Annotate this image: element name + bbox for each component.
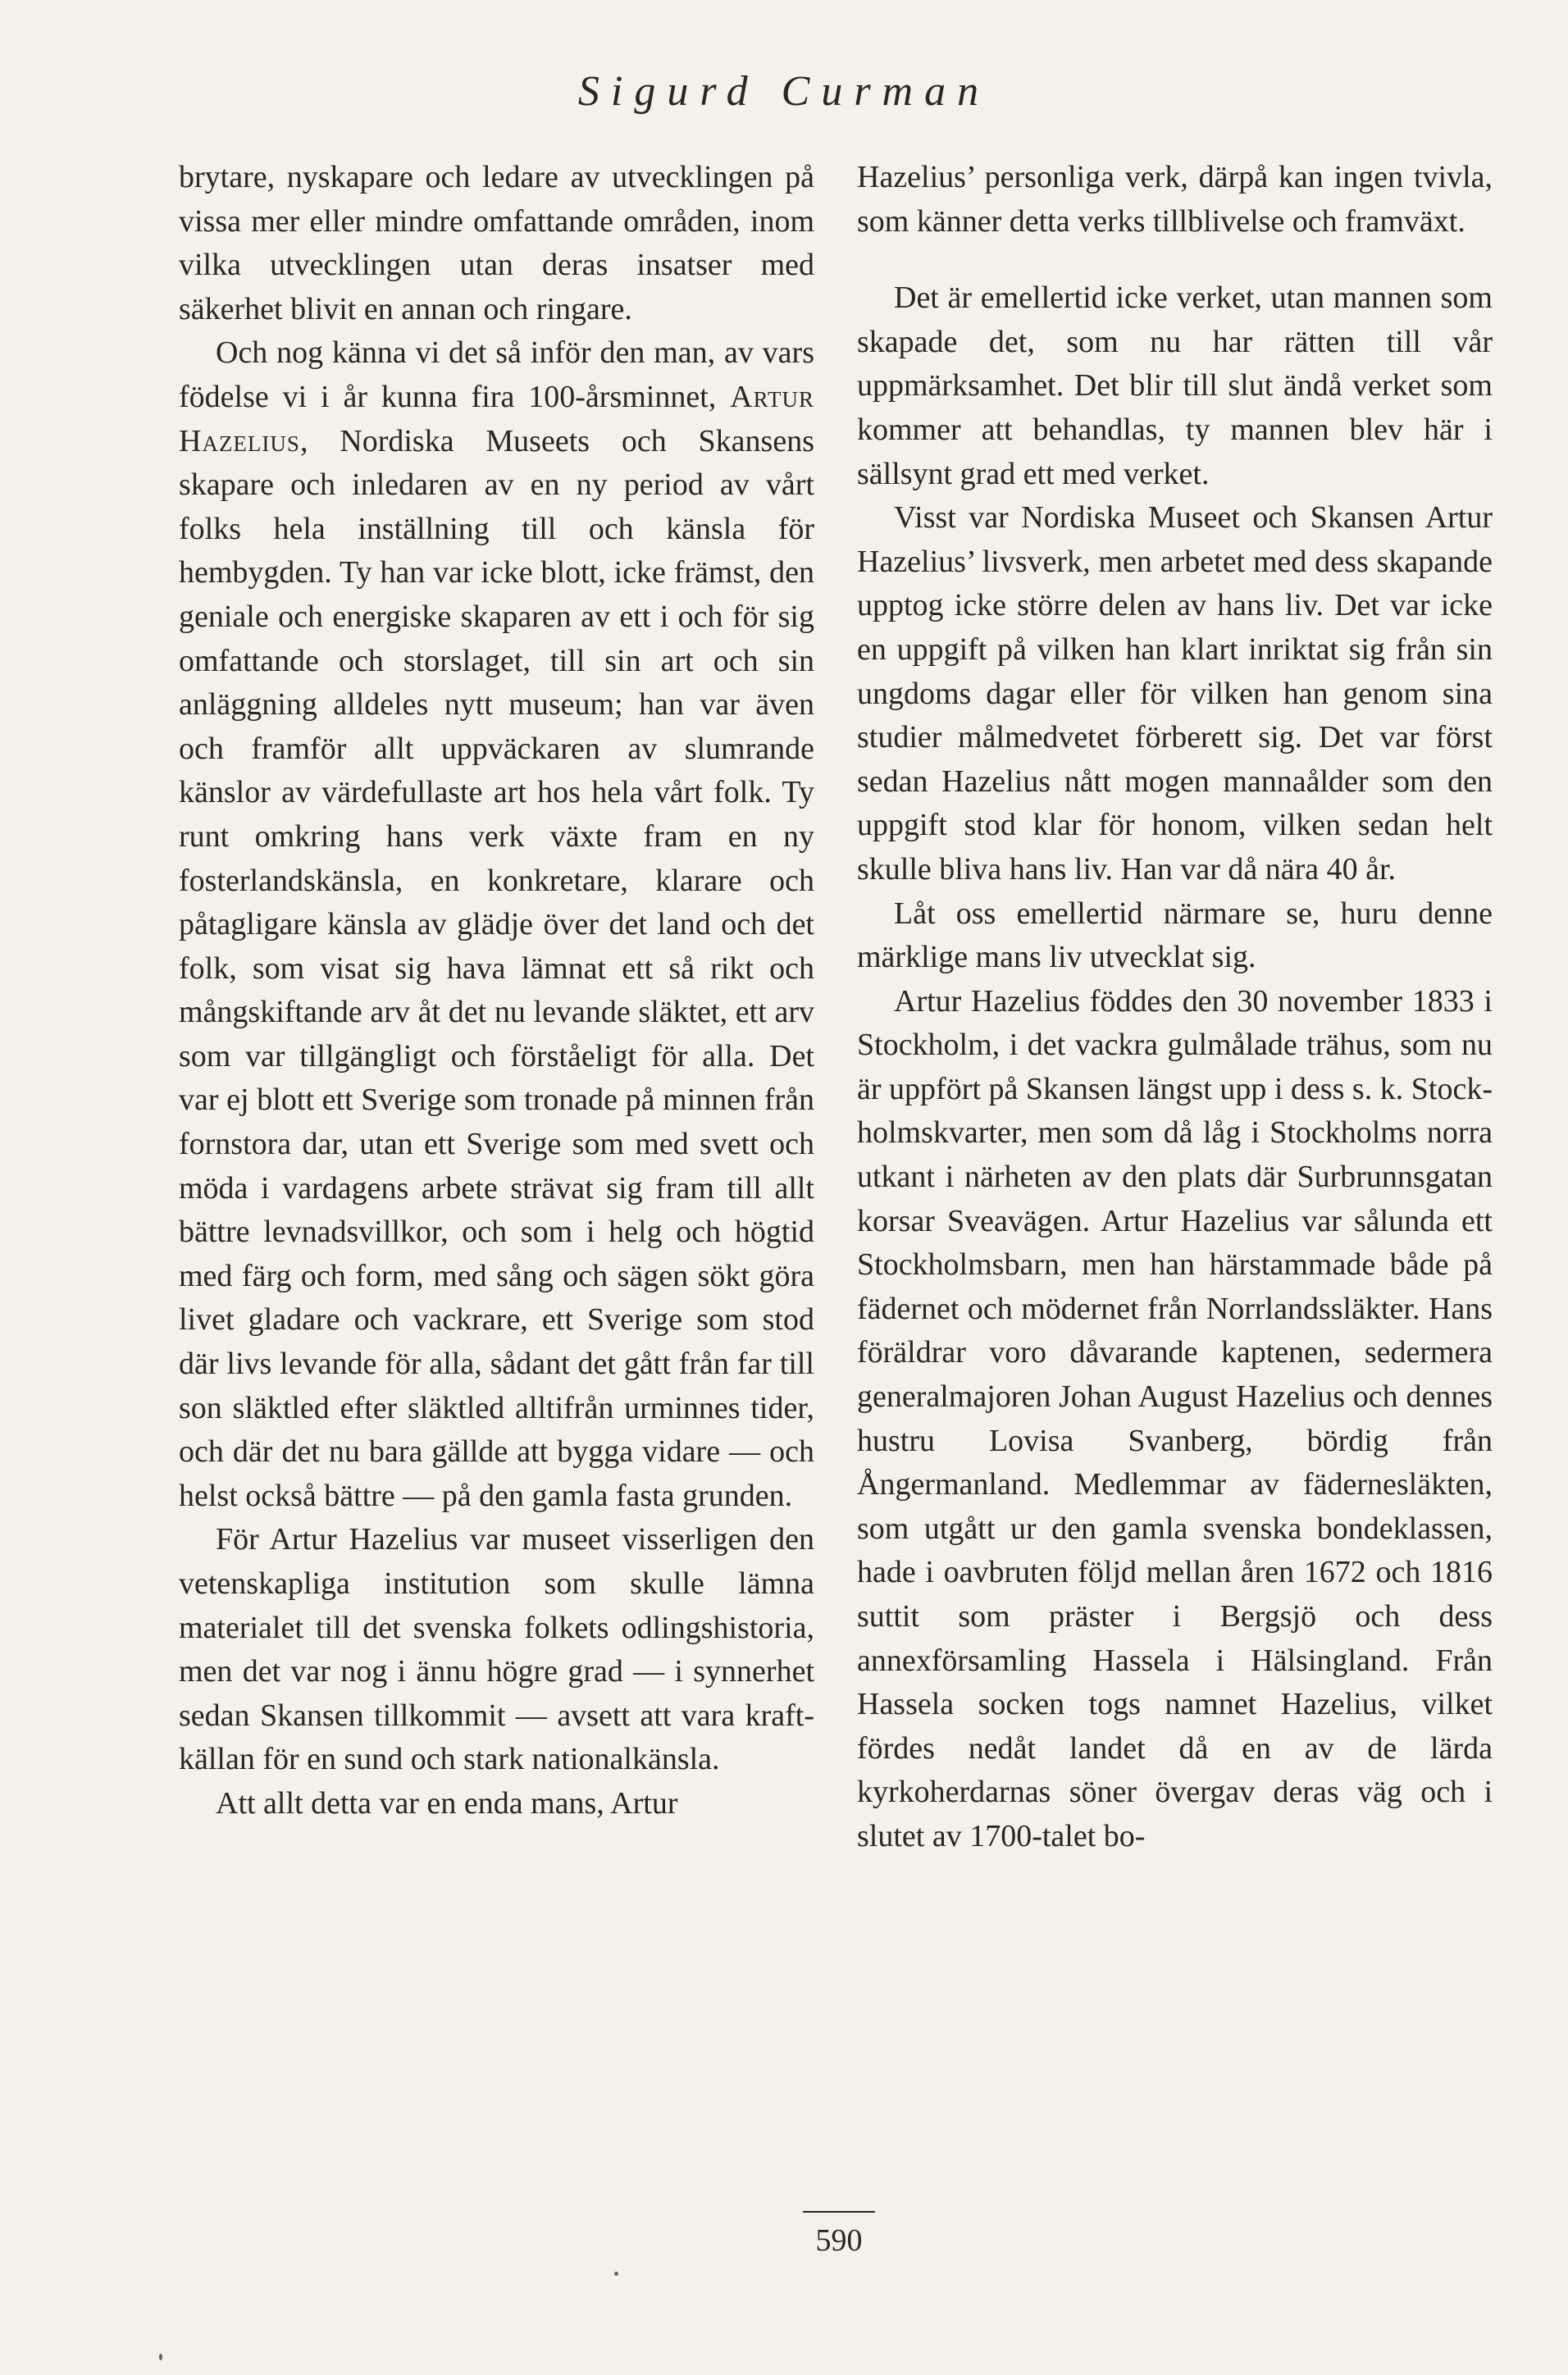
left-text-column (179, 156, 814, 1826)
paragraph-5: Hazelius’ personliga verk, därpå kan ingen tvivla, som känner detta verks tillblivelse och framväxt. (857, 160, 1493, 239)
person-name-smallcaps: Artur Hazelius (179, 379, 815, 458)
paragraph-7: Visst var Nordiska Museet och Skansen Artur Hazelius’ livsverk, men arbetet med dess skapande upptog icke större delen av hans liv. Det var icke en uppgift på vilken han klart inriktat sig från sin ungdoms dagar eller för vilken han genom sina studier målmedvetet förberett sig. Det var först sedan Hazelius nått mogen mannaålder som den uppgift stod klar för honom, vilken sedan helt skulle bliva hans liv. Han var då nära 40 år. (857, 500, 1493, 887)
page-number: 590 (815, 2223, 863, 2258)
paper-speck (159, 2354, 162, 2360)
footer-rule (803, 2211, 875, 2213)
paragraph-2 (179, 331, 814, 1518)
paper-speck (614, 2272, 618, 2276)
paragraph-9: Artur Hazelius föddes den 30 november 1833 i Stockholm, i det vackra gulmålade trähus, som nu är uppfört på Skansen längst upp i dess s. k. Stockholmskvarter, men som då låg i Stockholms norra utkant i närheten av den plats där Surbrunnsgatan korsar Sveavägen. Artur Hazelius var sålunda ett Stockholmsbarn, men han härstammade både på fädernet och mödernet från Norrlandssläkter. Hans föräldrar voro dåvarande kaptenen, sedermera generalmajoren Johan August Hazelius och dennes hustru Lovisa Svanberg, bördig från Ångermanland. Medlemmar av fädernesläkten, som utgått ur den gamla svenska bondeklassen, hade i oavbruten följd mellan åren 1672 och 1816 suttit som präster i Bergsjö och dess annexförsamling Hassela i Hälsingland. Från Hassela socken togs namnet Hazelius, vilket fördes nedåt landet då en av de lärda kyrkoherdarnas söner övergav deras väg och i slutet av 1700-talet bo- (857, 983, 1493, 1853)
paragraph-4: Att allt detta var en enda mans, Artur (216, 1785, 678, 1821)
paragraph-2-start: Och nog känna vi det så inför den man, av vars födelse vi i år kunna fira 100-årsminnet, (179, 335, 814, 414)
paragraph-6: Det är emellertid icke verket, utan mannen som skapade det, som nu har rätten till vår uppmärksamhet. Det blir till slut ändå verket som kommer att behandlas, ty mannen blev här i sällsynt grad ett med verket. (857, 280, 1493, 491)
paragraph-1: brytare, nyskapare och ledare av utvecklingen på vissa mer eller mindre omfattande områden, inom vilka utvecklingen utan deras insatser med säkerhet blivit en annan och ringare. (179, 160, 814, 326)
paragraph-2-rest: , Nordiska Museets och Skansens skapare och inledaren av en ny period av vårt folks hela inställning till och känsla för hembygden. Ty han var icke blott, icke främst, den geniale och energiske skaparen av ett i och för sig omfattande och storslaget, till sin art och sin anläggning alldeles nytt museum; han var även och framför allt uppväckaren av slumrande känslor av värdefullaste art hos hela vårt folk. Ty runt omkring hans verk växte fram en ny fosterlandskänsla, en konkretare, klarare och påtagligare känsla av glädje över det land och det folk, som visat sig hava lämnat ett så rikt och mångskiftande arv åt det nu levande släktet, ett arv som var tillgängligt och förståeligt för alla. Det var ej blott ett Sverige som tronade på minnen från fornstora dar, utan ett Sverige som med svett och möda i vardagens arbete strävat sig fram till allt bättre levnadsvillkor, och som i helg och högtid med färg och form, med sång och sägen sökt göra livet gladare och vackrare, ett Sverige som stod där livs levande för alla, sådant det gått från far till son släktled efter släktled alltifrån urminnes tider, och där det nu bara gällde att bygga vidare — och helst också bättre — på den gamla fasta grunden. (179, 423, 814, 1513)
running-header: Sigurd Curman (577, 68, 991, 115)
paragraph-3: För Artur Hazelius var museet visserligen den vetenskapliga institution som skulle lämna materialet till det svenska folkets odlingshistoria, men det var nog i ännu högre grad — i synnerhet sedan Skansen tillkommit — avsett att vara kraftkällan för en sund och stark nationalkänsla. (179, 1522, 814, 1777)
paragraph-8: Låt oss emellertid närmare se, huru denne märklige mans liv utvecklat sig. (857, 896, 1493, 975)
right-text-column (857, 156, 1493, 1859)
